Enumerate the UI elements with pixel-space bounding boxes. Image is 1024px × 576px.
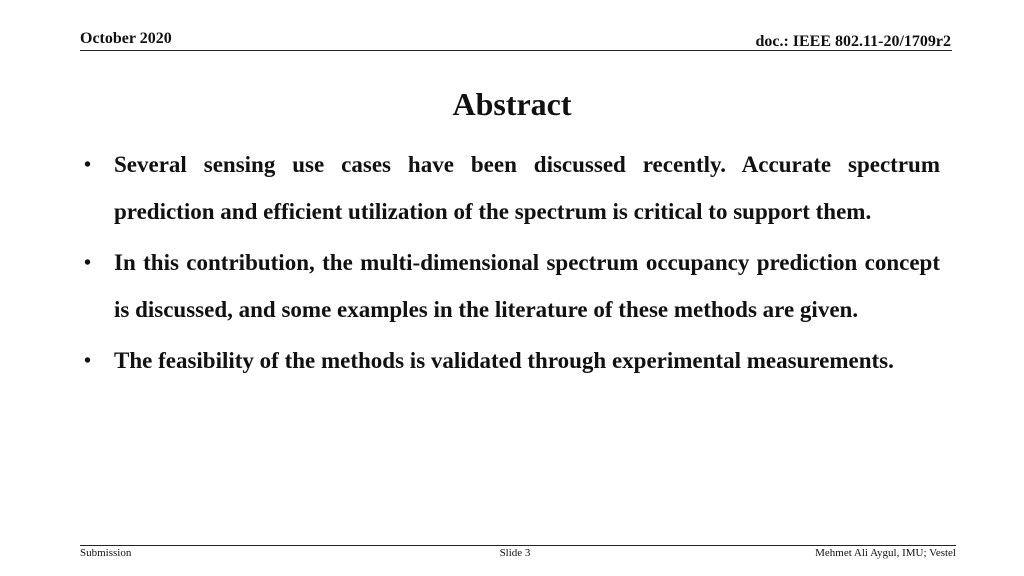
- header-divider: [80, 50, 952, 51]
- footer-slide-number: Slide 3: [499, 547, 531, 559]
- bullet-item: [84, 240, 940, 333]
- bullet-item: [84, 338, 940, 385]
- header-date: October 2020: [80, 30, 172, 47]
- footer-submission: Submission: [80, 547, 132, 559]
- bullet-list: [84, 142, 940, 390]
- footer-author: Mehmet Ali Aygul, IMU; Vestel: [815, 547, 956, 559]
- bullet-text: Several sensing use cases have been discussed recently. Accurate spectrum prediction and efficient utilization of the spectrum is critical to support them.: [114, 152, 940, 224]
- bullet-item: [84, 142, 940, 235]
- bullet-dot-icon: •: [84, 154, 92, 176]
- slide-title: Abstract: [452, 86, 572, 122]
- bullet-text: In this contribution, the multi-dimensional spectrum occupancy prediction concept is discussed, and some examples in the literature of these methods are given.: [114, 250, 940, 322]
- bullet-text: The feasibility of the methods is validated through experimental measurements.: [114, 348, 894, 373]
- header-doc-id: doc.: IEEE 802.11-20/1709r2: [755, 33, 951, 50]
- bullet-dot-icon: •: [84, 252, 92, 274]
- bullet-dot-icon: •: [84, 350, 92, 372]
